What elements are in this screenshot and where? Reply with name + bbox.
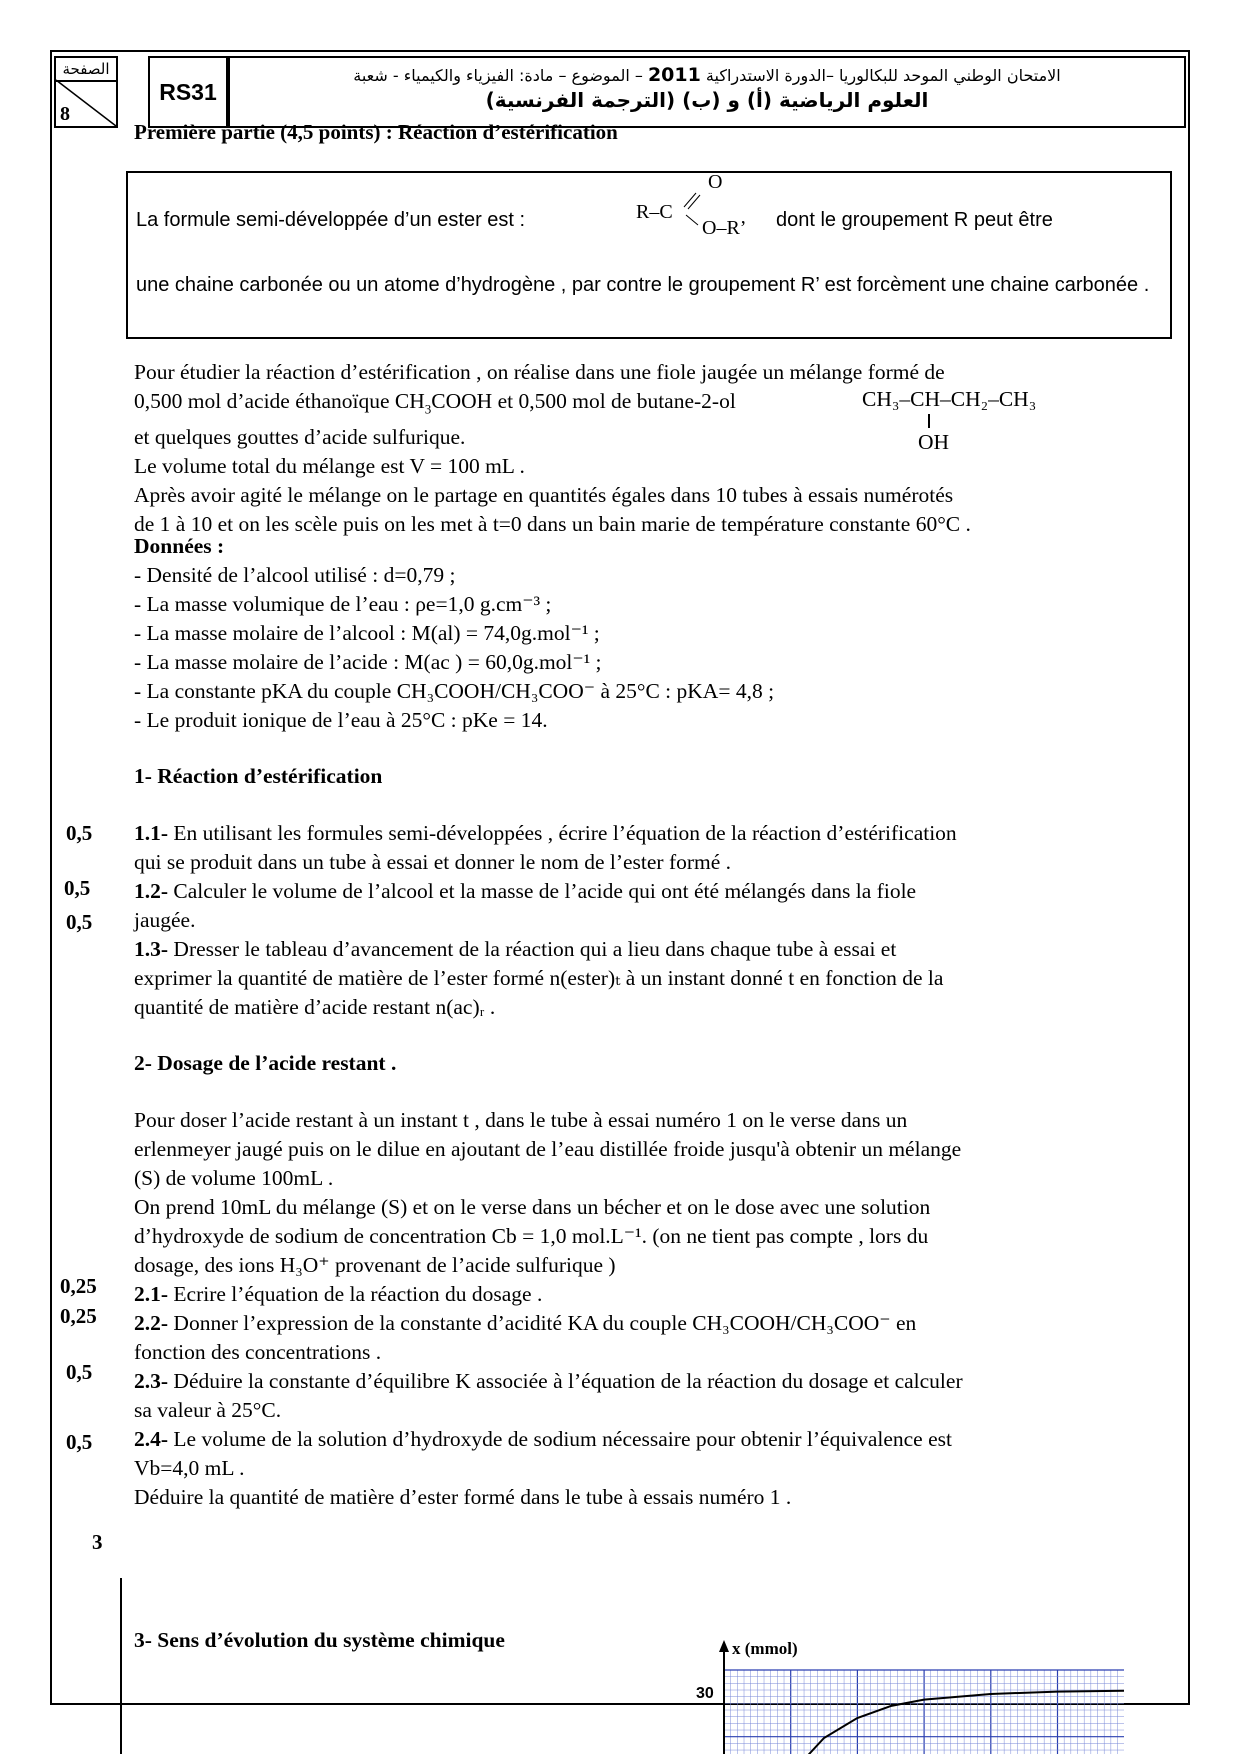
- section2: [134, 1106, 1134, 1512]
- section1: [134, 819, 1134, 1022]
- s2-p2: erlenmeyer jaugé puis on le dilue en ajoutant de l’eau distillée froide jusqu'à obtenir un mélange: [134, 1137, 962, 1161]
- q22-num: 2.2-: [134, 1311, 169, 1335]
- page-frame-right: [1188, 50, 1190, 1704]
- page-number-box: [54, 56, 118, 128]
- graph-grid: [724, 1670, 1124, 1754]
- score-q11: 0,5: [66, 821, 93, 845]
- intro-p5: Après avoir agité le mélange on le partage en quantités égales dans 10 tubes à essais numérotés: [134, 483, 954, 508]
- butanol-formula: CH₃–CH–CH₂–CH₃: [862, 387, 1037, 411]
- score-q12: 0,5: [64, 876, 91, 900]
- q22-text: Donner l’expression de la constante d’acidité KA du couple CH₃COOH/CH₃COO⁻ en: [168, 1311, 917, 1335]
- exam-code: RS31: [148, 56, 228, 128]
- section2-title: 2- Dosage de l’acide restant .: [134, 1051, 397, 1075]
- q21-num: 2.1-: [134, 1282, 169, 1306]
- section3-title: 3- Sens d’évolution du système chimique: [134, 1628, 505, 1652]
- q24-text: Le volume de la solution d’hydroxyde de sodium nécessaire pour obtenir l’équivalence est: [168, 1427, 952, 1451]
- q13-text3: quantité de matière d’acide restant n(ac)ᵣ .: [134, 995, 496, 1019]
- q12-num: 1.2-: [134, 879, 169, 903]
- q23-num: 2.3-: [134, 1369, 169, 1393]
- q22-text2: fonction des concentrations .: [134, 1340, 382, 1364]
- q11-text2: qui se produit dans un tube à essai et donner le nom de l’ester formé .: [134, 850, 732, 874]
- formula-rc: R–C: [636, 201, 673, 223]
- page-frame-top: [50, 50, 1190, 52]
- q24-num: 2.4-: [134, 1427, 169, 1451]
- s2-p5: d’hydroxyde de sodium de concentration Cb = 1,0 mol.L⁻¹. (on ne tient pas compte , lors du: [134, 1224, 929, 1248]
- margin-line: [120, 1578, 122, 1754]
- q24-text3: Déduire la quantité de matière d’ester formé dans le tube à essais numéro 1 .: [134, 1485, 792, 1509]
- q13-text: Dresser le tableau d’avancement de la réaction qui a lieu dans chaque tube à essai et: [168, 937, 897, 961]
- butanol-bond: [928, 414, 930, 428]
- intro-p1: Pour étudier la réaction d’estérification , on réalise dans une fiole jaugée un mélange formé de: [134, 360, 945, 384]
- s2-p6: dosage, des ions H₃O⁺ provenant de l’acide sulfurique ): [134, 1253, 616, 1277]
- title-pre: الامتحان الوطني الموحد للبكالوريا –الدورة الاستدراكية: [700, 66, 1061, 85]
- y-axis-label: x (mmol): [732, 1639, 798, 1658]
- ester-info-box: [126, 171, 1172, 339]
- donnees: [134, 532, 1134, 735]
- intro: [134, 358, 1134, 539]
- formula-o: O: [708, 171, 723, 193]
- score-q23: 0,5: [66, 1360, 93, 1384]
- donnee-item: - La constante pKA du couple CH₃COOH/CH₃COO⁻ à 25°C : pKA= 4,8 ;: [134, 679, 775, 703]
- s2-p1: Pour doser l’acide restant à un instant t , dans le tube à essai numéro 1 on le verse dans un: [134, 1108, 908, 1132]
- ester-formula: [636, 167, 796, 247]
- intro-p2-mid: COOH et 0,500 mol de butane-2-ol: [431, 389, 736, 413]
- page-number: 8: [60, 103, 70, 125]
- exam-title: [228, 56, 1186, 128]
- ester-text2: dont le groupement R peut être: [776, 209, 1053, 231]
- q13-num: 1.3-: [134, 937, 169, 961]
- intro-p3: et quelques gouttes d’acide sulfurique.: [134, 425, 466, 450]
- title-line2: العلوم الرياضية (أ) و (ب) (الترجمة الفرنسية): [485, 88, 929, 112]
- y-tick-label: 30: [696, 1685, 714, 1702]
- q11-num: 1.1-: [134, 821, 169, 845]
- donnee-item: - La masse molaire de l’alcool : M(al) = 74,0g.mol⁻¹ ;: [134, 621, 600, 645]
- intro-p4: Le volume total du mélange est V = 100 mL .: [134, 454, 525, 479]
- q12-text2: jaugée.: [134, 908, 196, 932]
- score-q24: 0,5: [66, 1430, 93, 1454]
- intro-p2: 0,500 mol d’acide éthanoïque $CH_3COOH$ et 0,500 mol de butane-2-ol: [134, 389, 736, 417]
- part-title: Première partie (4,5 points) : Réaction d’estérification: [134, 120, 618, 144]
- s2-p4: On prend 10mL du mélange (S) et on le verse dans un bécher et on le dose avec une solution: [134, 1195, 931, 1219]
- score-q21: 0,25: [60, 1274, 97, 1298]
- title-year: 2011: [647, 64, 701, 86]
- q23-text2: sa valeur à 25°C.: [134, 1398, 282, 1422]
- q23-text: Déduire la constante d’équilibre K associée à l’équation de la réaction du dosage et calculer: [168, 1369, 963, 1393]
- y-axis-arrow: [719, 1640, 729, 1652]
- formula-or: O–R’: [702, 217, 747, 239]
- donnees-title: Données :: [134, 534, 225, 558]
- donnee-item: - La masse volumique de l’eau : ρe=1,0 g.cm⁻³ ;: [134, 592, 552, 616]
- ester-text1: La formule semi-développée d’un ester est :: [136, 209, 526, 231]
- s2-p3: (S) de volume 100mL .: [134, 1166, 334, 1190]
- advancement-graph: [696, 1639, 1134, 1754]
- q13-text2: exprimer la quantité de matière de l’ester formé n(ester)ₜ à un instant donné t en fonction de la: [134, 966, 944, 990]
- page-label: الصفحة: [56, 58, 116, 82]
- score-section3: 3: [92, 1530, 103, 1554]
- donnee-item: - La masse molaire de l’acide : M(ac ) = 60,0g.mol⁻¹ ;: [134, 650, 602, 674]
- q11-text: En utilisant les formules semi-développées , écrire l’équation de la réaction d’estérification: [168, 821, 957, 845]
- score-q13: 0,5: [66, 910, 93, 934]
- score-q22: 0,25: [60, 1304, 97, 1328]
- q24-text2: Vb=4,0 mL .: [134, 1456, 245, 1480]
- donnee-item: - Le produit ionique de l’eau à 25°C : pKe = 14.: [134, 708, 548, 732]
- page-frame-left: [50, 50, 52, 1704]
- intro-p6: de 1 à 10 et on les scèle puis on les met à t=0 dans un bain marie de température constante 60°C .: [134, 512, 971, 537]
- intro-p2-pre: 0,500 mol d’acide éthanoïque CH: [134, 389, 425, 413]
- q12-text: Calculer le volume de l’alcool et la masse de l’acide qui ont été mélangés dans la fiole: [168, 879, 917, 903]
- ester-text3: une chaine carbonée ou un atome d’hydrogène , par contre le groupement R’ est forcèment une chaine carbonée .: [136, 274, 1150, 296]
- section1-title: 1- Réaction d’estérification: [134, 764, 383, 788]
- q21-text: Ecrire l’équation de la réaction du dosage .: [168, 1282, 543, 1306]
- title-post: – الموضوع – مادة: الفيزياء والكيمياء - شعبة: [353, 66, 648, 85]
- butanol-oh: OH: [918, 430, 950, 454]
- donnee-item: - Densité de l’alcool utilisé : d=0,79 ;: [134, 563, 456, 587]
